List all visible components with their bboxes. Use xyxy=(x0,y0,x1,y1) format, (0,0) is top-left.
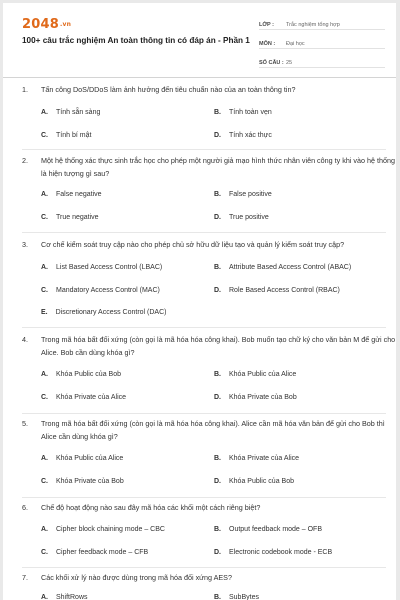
question-number: 2. xyxy=(22,156,28,165)
option-letter: A. xyxy=(41,191,48,198)
question-item xyxy=(3,334,396,414)
answer-option[interactable] xyxy=(214,109,272,116)
option-text: Tính bí mật xyxy=(56,132,92,139)
answer-option[interactable] xyxy=(41,394,126,401)
answer-option[interactable] xyxy=(214,371,296,378)
option-text: Tính xác thực xyxy=(229,132,272,139)
option-letter: B. xyxy=(214,455,221,462)
logo-tld: .vn xyxy=(59,21,72,28)
answer-option[interactable] xyxy=(41,191,102,198)
option-text: SubBytes xyxy=(229,594,259,600)
answer-option[interactable] xyxy=(41,132,91,139)
option-letter: C. xyxy=(41,478,48,485)
option-text: List Based Access Control (LBAC) xyxy=(56,264,163,271)
question-number: 1. xyxy=(22,85,28,94)
question-text: Các khối xử lý nào được dùng trong mã hóa đối xứng AES? xyxy=(41,573,232,582)
option-letter: D. xyxy=(214,132,221,139)
option-letter: A. xyxy=(41,109,48,116)
answer-option[interactable] xyxy=(214,191,272,198)
option-letter: B. xyxy=(214,191,221,198)
quiz-page xyxy=(3,3,396,600)
option-text: Mandatory Access Control (MAC) xyxy=(56,287,160,294)
option-letter: C. xyxy=(41,394,48,401)
option-letter: C. xyxy=(41,214,48,221)
option-letter: B. xyxy=(214,526,221,533)
option-letter: D. xyxy=(214,549,221,556)
answer-option[interactable] xyxy=(214,132,272,139)
site-logo[interactable] xyxy=(22,17,71,32)
option-letter: C. xyxy=(41,549,48,556)
answer-option[interactable] xyxy=(214,455,299,462)
option-letter: C. xyxy=(41,287,48,294)
option-letter: D. xyxy=(214,287,221,294)
option-text: Khóa Private của Bob xyxy=(56,478,124,485)
question-number: 3. xyxy=(22,240,28,249)
question-number: 4. xyxy=(22,335,28,344)
option-text: Khóa Public của Bob xyxy=(229,478,294,485)
question-text: Tấn công DoS/DDoS làm ảnh hưởng đến tiêu chuẩn nào của an toàn thông tin? xyxy=(41,85,296,94)
meta-label: SỐ CÂU : xyxy=(259,60,284,66)
meta-row-count xyxy=(259,53,385,68)
meta-label: MÔN : xyxy=(259,41,276,47)
logo-text: 2048 xyxy=(22,17,59,32)
meta-label: LỚP : xyxy=(259,22,274,28)
question-text: Trong mã hóa bất đối xứng (còn gọi là mã hóa hóa công khai). Bob muốn tạo chữ ký cho văn bản M để gửi cho Alice. Bob cần dùng khóa gì? xyxy=(41,335,396,357)
answer-option[interactable] xyxy=(41,549,148,556)
divider xyxy=(22,497,386,498)
answer-option[interactable] xyxy=(214,214,269,221)
option-text: Role Based Access Control (RBAC) xyxy=(229,287,340,294)
divider xyxy=(22,149,386,150)
answer-option[interactable] xyxy=(41,109,100,116)
question-text: Trong mã hóa bất đối xứng (còn gọi là mã hóa hóa công khai). Alice cần mã hóa văn bản để gửi cho Bob thì Alice cần dùng khóa gì? xyxy=(41,419,385,441)
meta-value: 25 xyxy=(286,60,293,66)
answer-option[interactable] xyxy=(41,526,165,533)
option-text: Khóa Private của Alice xyxy=(229,455,300,462)
question-item xyxy=(3,418,396,498)
option-letter: B. xyxy=(214,594,221,600)
option-letter: E. xyxy=(41,309,48,316)
option-letter: B. xyxy=(214,109,221,116)
question-item xyxy=(3,502,396,568)
question-text: Một hệ thống xác thực sinh trắc học cho phép một người giả mạo hình thức nhân viên công ty khi vào hệ thống là hiện tượng gì sau? xyxy=(41,156,395,178)
question-number: 6. xyxy=(22,503,28,512)
meta-row-subject xyxy=(259,34,385,49)
answer-option[interactable] xyxy=(41,594,88,600)
question-item xyxy=(3,155,396,233)
option-text: Khóa Private của Alice xyxy=(56,394,127,401)
answer-option[interactable] xyxy=(214,594,259,600)
question-item xyxy=(3,239,396,329)
divider xyxy=(22,413,386,414)
option-text: Khóa Public của Bob xyxy=(56,371,121,378)
quiz-meta xyxy=(259,15,385,72)
option-text: Khóa Private của Bob xyxy=(229,394,297,401)
option-letter: D. xyxy=(214,478,221,485)
option-letter: D. xyxy=(214,394,221,401)
option-letter: C. xyxy=(41,132,48,139)
option-text: True negative xyxy=(56,214,99,221)
answer-option[interactable] xyxy=(214,287,340,294)
question-number: 7. xyxy=(22,573,28,582)
question-item xyxy=(3,84,396,150)
answer-option[interactable] xyxy=(214,478,294,485)
option-letter: A. xyxy=(41,371,48,378)
answer-option[interactable] xyxy=(214,394,297,401)
option-text: Discretionary Access Control (DAC) xyxy=(55,309,167,316)
option-text: Cipher block chaining mode – CBC xyxy=(56,526,165,533)
option-text: ShiftRows xyxy=(56,594,88,600)
option-letter: A. xyxy=(41,264,48,271)
option-letter: B. xyxy=(214,371,221,378)
question-number: 5. xyxy=(22,419,28,428)
divider xyxy=(22,327,386,328)
option-text: Tính toàn vẹn xyxy=(229,109,272,116)
option-text: Khóa Public của Alice xyxy=(56,455,124,462)
option-text: Attribute Based Access Control (ABAC) xyxy=(229,264,352,271)
answer-option[interactable] xyxy=(41,371,121,378)
question-text: Cơ chế kiểm soát truy cập nào cho phép chủ sở hữu dữ liệu tạo và quản lý kiểm soát truy cập? xyxy=(41,240,345,249)
page-header xyxy=(3,3,396,78)
meta-row-class xyxy=(259,15,385,30)
answer-option[interactable] xyxy=(214,264,351,271)
meta-value: Đại học xyxy=(286,41,305,47)
option-text: Khóa Public của Alice xyxy=(229,371,297,378)
option-text: Cipher feedback mode – CFB xyxy=(56,549,149,556)
answer-option[interactable] xyxy=(41,309,167,316)
option-text: True positive xyxy=(229,214,269,221)
option-letter: D. xyxy=(214,214,221,221)
answer-option[interactable] xyxy=(41,214,99,221)
answer-option[interactable] xyxy=(41,287,160,294)
option-text: Electronic codebook mode - ECB xyxy=(229,549,333,556)
option-letter: A. xyxy=(41,594,48,600)
question-item xyxy=(3,572,396,600)
page-title: 100+ câu trắc nghiệm An toàn thông tin có đáp án - Phần 1 xyxy=(22,36,250,45)
meta-value: Trắc nghiệm tổng hợp xyxy=(286,22,340,28)
option-text: False positive xyxy=(229,191,272,198)
answer-option[interactable] xyxy=(41,264,162,271)
divider xyxy=(22,232,386,233)
answer-option[interactable] xyxy=(214,526,322,533)
option-text: Tính sẵn sàng xyxy=(56,109,101,116)
option-text: False negative xyxy=(56,191,102,198)
option-letter: A. xyxy=(41,526,48,533)
divider xyxy=(22,567,386,568)
answer-option[interactable] xyxy=(41,478,124,485)
option-letter: A. xyxy=(41,455,48,462)
option-letter: B. xyxy=(214,264,221,271)
answer-option[interactable] xyxy=(214,549,332,556)
question-text: Chế độ hoạt động nào sau đây mã hóa các khối một cách riêng biệt? xyxy=(41,503,261,512)
option-text: Output feedback mode – OFB xyxy=(229,526,322,533)
answer-option[interactable] xyxy=(41,455,123,462)
